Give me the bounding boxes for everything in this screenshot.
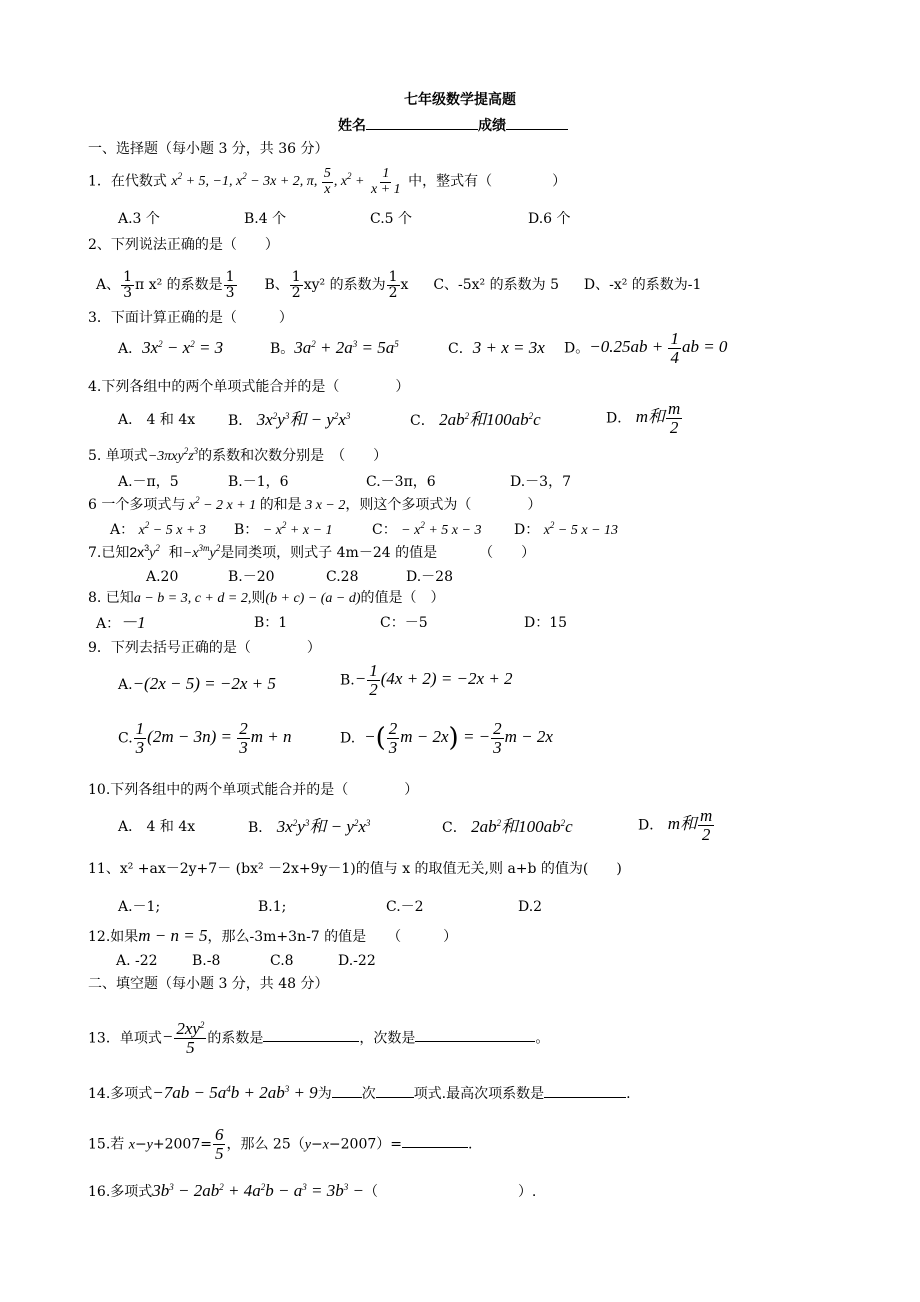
option-c[interactable]: C：－5 xyxy=(380,615,428,631)
option-b[interactable]: B：1 xyxy=(254,615,288,631)
question-2-options xyxy=(96,270,701,300)
option-b[interactable]: B.-8 xyxy=(192,953,221,969)
question-14: 14.多项式$-7ab - 5a^4b + 2ab^3 + 9$为 次 项式.最高次项系数是 . xyxy=(88,1083,631,1102)
option-b[interactable]: B.－1，6 xyxy=(228,474,289,490)
option-d[interactable]: D：15 xyxy=(524,615,568,631)
option-b[interactable]: B、 $\frac{1}{2}$ xy² 的系数为 $\frac{1}{2}$ x xyxy=(264,269,409,301)
question-5: 5. 单项式$-3\pi xy^2z^3$的系数和次数分别是 （ ） xyxy=(88,446,388,464)
option-c[interactable]: C． $2ab^2$和$100ab^2c$ xyxy=(410,410,541,429)
question-6: 6 一个多项式与 $x^2 - 2$ x + 1 的和是 3 x − 2，则这个多项式为（ ） xyxy=(88,495,542,513)
option-b[interactable]: B.4 个 xyxy=(244,211,287,227)
question-3-stem: 3．下面计算正确的是（ ） xyxy=(88,310,293,326)
option-a[interactable]: A：－1 xyxy=(96,613,146,632)
option-a[interactable]: A.－1; xyxy=(118,899,161,915)
option-c[interactable]: C.5 个 xyxy=(370,211,413,227)
question-5-monomial: $-3\pi xy^2z^3$ xyxy=(147,446,199,464)
option-d[interactable]: D. −( $\frac{2}{3}$ m − 2x) = − $\frac{2}{3}$ m − 2x xyxy=(340,719,553,757)
answer-blank[interactable] xyxy=(332,1083,362,1098)
option-c[interactable]: C．3 + x = 3x xyxy=(448,338,545,357)
answer-blank[interactable] xyxy=(544,1083,626,1098)
option-b[interactable]: B． $3x^2y^3$和 − $y^2x^3$ xyxy=(248,817,371,836)
answer-blank[interactable] xyxy=(415,1027,535,1042)
option-d[interactable]: D.－3，7 xyxy=(510,474,571,490)
option-d[interactable]: D。−0.25ab + $\frac{1}{4}$ ab = 0 xyxy=(564,329,728,367)
option-d[interactable]: D、-x² 的系数为-1 xyxy=(583,277,702,294)
option-c[interactable]: C.28 xyxy=(326,569,359,585)
option-a[interactable]: A． 4 和 4x xyxy=(118,819,196,835)
option-b[interactable]: B.− $\frac{1}{2}$ (4x + 2) = −2x + 2 xyxy=(340,661,513,699)
answer-blank[interactable] xyxy=(402,1133,468,1148)
option-a[interactable]: A.20 xyxy=(146,569,179,585)
option-a[interactable]: A． 4 和 4x xyxy=(118,412,196,428)
question-12: 12.如果m − n = 5，那么-3m+3n-7 的值是 （ ） xyxy=(88,926,458,945)
question-4-stem: 4.下列各组中的两个单项式能合并的是（ ） xyxy=(88,379,410,395)
option-c[interactable]: C、-5x² 的系数为 5 xyxy=(433,277,559,294)
option-c[interactable]: C.8 xyxy=(270,953,294,969)
name-label: 姓名 xyxy=(338,118,366,134)
option-b[interactable]: B。$3a^2 + 2a^3 = 5a^5$ xyxy=(270,338,399,357)
page-title: 七年级数学提高题 xyxy=(404,92,516,108)
option-c[interactable]: C.－2 xyxy=(386,899,424,915)
option-a[interactable]: A.3 个 xyxy=(118,211,160,227)
name-blank[interactable] xyxy=(366,115,478,130)
option-b[interactable]: B． $3x^2y^3$和 − $y^2x^3$ xyxy=(228,410,351,429)
answer-blank[interactable] xyxy=(263,1027,359,1042)
section-1-heading: 一、选择题（每小题 3 分，共 36 分） xyxy=(88,141,329,157)
option-a[interactable]: A： $x^2 - 5$ x + 3 xyxy=(110,520,206,538)
question-10-stem: 10.下列各组中的两个单项式能合并的是（ ） xyxy=(88,782,419,798)
option-c[interactable]: C： − $x^2 + 5$ x − 3 xyxy=(372,520,482,538)
question-11-stem: 11、x² +ax－2y+7－ (bx² －2x+9y－1)的值与 x 的取值无关,则 a+b 的值为( ) xyxy=(88,861,622,877)
question-16: 16.多项式$3b^3 - 2ab^2 + 4a^2b - a^3 = 3b^3$ −（ ）. xyxy=(88,1181,537,1200)
option-d[interactable]: D． m和 $\frac{m}{2}$ xyxy=(606,399,681,437)
option-c[interactable]: C.－3π，6 xyxy=(366,474,436,490)
question-1: 1．在代数式 $x^2 + 5$, −1, $x^2 - 3x + 2$, π, $\frac{5}{x}$ , $x^2$ + $\frac{1}{x + 1}$ 中，整式有（ ） xyxy=(88,166,567,197)
option-d[interactable]: D.-22 xyxy=(338,953,376,969)
question-8: 8. 已知a − b = 3, c + d = 2,则(b + c) − (a − d)的值是（ ） xyxy=(88,590,445,606)
question-1-prefix: 1．在代数式 xyxy=(88,173,167,190)
question-13: 13．单项式− $\frac{2xy^2}{5}$ 的系数是 ，次数是 。 xyxy=(88,1019,550,1057)
question-9-stem: 9．下列去括号正确的是（ ） xyxy=(88,640,321,656)
option-d[interactable]: D.－28 xyxy=(406,569,453,585)
option-a[interactable]: A.－π，5 xyxy=(118,474,179,490)
option-a[interactable]: A、 $\frac{1}{3}$ π x² 的系数是 $\frac{1}{3}$ xyxy=(96,269,235,301)
option-d[interactable]: D.2 xyxy=(518,899,543,915)
score-label: 成绩 xyxy=(478,118,506,134)
score-blank[interactable] xyxy=(506,115,568,130)
question-15: 15.若 x−y+2007= $\frac{6}{5}$ ，那么 25（y−x−2007）= . xyxy=(88,1125,473,1163)
option-a[interactable]: A.−(2x − 5) = −2x + 5 xyxy=(118,674,276,693)
question-1-expressions: $x^2 + 5$, −1, $x^2 - 3x + 2$, π, $\frac{5}{x}$ , $x^2$ + $\frac{1}{x + 1}$ xyxy=(171,166,401,197)
option-d[interactable]: D.6 个 xyxy=(528,211,571,227)
option-c[interactable]: C. $\frac{1}{3}$ (2m − 3n) = $\frac{2}{3}$ m + n xyxy=(118,719,292,757)
name-score-line xyxy=(338,115,568,136)
question-7: 7.已知$2x^3y^2$ 和$-x^{3m}y^2$是同类项，则式子 4m－24 的值是 （ ） xyxy=(88,543,536,561)
option-d[interactable]: D： $x^2 - 5$ x − 13 xyxy=(514,520,619,538)
option-b[interactable]: B.1; xyxy=(258,899,287,915)
section-2-heading: 二、填空题（每小题 3 分，共 48 分） xyxy=(88,976,329,992)
option-c[interactable]: C． $2ab^2$和$100ab^2c$ xyxy=(442,817,573,836)
option-b[interactable]: B： − $x^2 + x - 1$ xyxy=(234,520,333,538)
answer-blank[interactable] xyxy=(376,1083,414,1098)
option-b[interactable]: B.－20 xyxy=(228,569,275,585)
option-d[interactable]: D． m和 $\frac{m}{2}$ xyxy=(638,806,713,844)
option-a[interactable]: A．$3x^2 - x^2 = 3$ xyxy=(118,338,224,357)
question-2-stem: 2、下列说法正确的是（ ） xyxy=(88,237,279,253)
option-a[interactable]: A. -22 xyxy=(116,953,158,969)
question-1-stem: 中，整式有（ xyxy=(408,173,493,190)
